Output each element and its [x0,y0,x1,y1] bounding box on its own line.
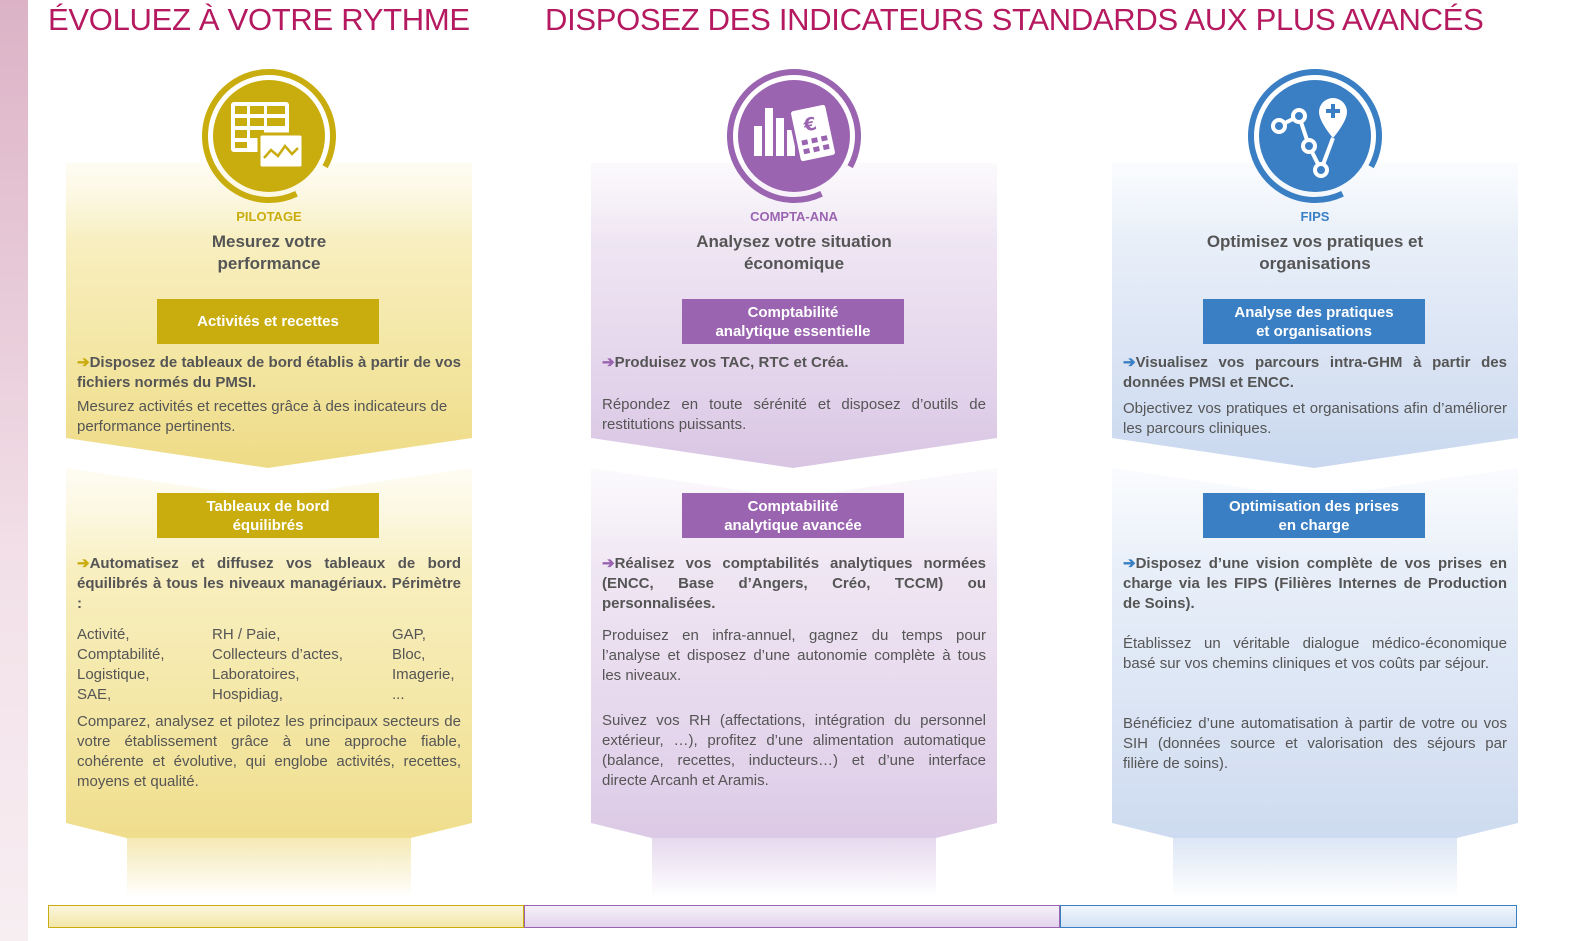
svg-text:€: € [801,113,819,137]
compta-tagline: Analysez votre situation économique [696,232,892,273]
left-accent-bar [0,0,28,941]
bottom-bar-fips [1060,905,1517,928]
compta-s1-text: Répondez en toute sérénité et disposez d’outils de restitutions puissants. [602,396,986,433]
bottom-bar-pilotage [48,905,524,928]
fips-s2-bold: Disposez d’une vision complète de vos prises en charge via les FIPS (Filières Internes de Production de Soins). [1123,555,1507,612]
pilotage-s2-bold: Automatisez et diffusez vos tableaux de bord équilibrés à tous les niveaux managériaux. Périmètre : [77,555,461,612]
pilotage-tagline: Mesurez votre performance [211,232,327,273]
compta-s2-text2: Suivez vos RH (affectations, intégration du personnel extérieur, …), profitez d’une alimentation automatique (balance, recettes, inducteurs…) et d’une interface directe Arcanh et Aramis. [602,712,986,789]
compta-section2 [602,554,986,614]
compta-brand: COMPTA-ANA [750,209,838,224]
fips-s2-text: Établissez un véritable dialogue médico-économique basé sur vos chemins cliniques et vos coûts par séjour. [1123,635,1507,672]
pilotage-s1-bold: Disposez de tableaux de bord établis à partir de vos fichiers normés du PMSI. [77,354,461,391]
badge-activites-recettes: Activités et recettes [157,299,379,344]
arrow-right-icon: ➔ [77,354,90,371]
bottom-bar-compta [524,905,1060,928]
pilotage-brand: PILOTAGE [236,209,302,224]
pilotage-column: PILOTAGE Mesurez votre performance Activités et recettes ➔Disposez de tableaux de bord établis à partir de vos fichiers normés du PMSI. Mesurez activités et recettes grâce à des indicateurs de performance pertinents. Tableaux de bord équilibrés ➔Automatisez et diffusez vos tableaux de bord équilibrés à tous les niveaux managériaux. Périmètre : Activité, Comptabilité, Logistique, SAE, RH / Paie, Collecteurs d’actes, Laboratoires, Hospidiag, GAP, Bloc, Imagerie, ... Comparez, analysez et pilotez les principaux secteurs de votre établissement grâce à une approche fiable, cohérente et évolutive, qui englobe activités, recettes, moyens et qualité. [66,68,472,898]
badge-compta-avancee: Comptabilité analytique avancée [682,493,904,538]
fips-section1 [1123,353,1507,393]
fips-brand: FIPS [1300,209,1330,224]
compta-s2-text: Produisez en infra-annuel, gagnez du temps pour l’analyse et disposez d’une autonomie complète à tous les niveaux. [602,627,986,684]
compta-s2-bold: Réalisez vos comptabilités analytiques normées (ENCC, Base d’Angers, Créo, TCCM) ou personnalisées. [602,555,986,612]
pilotage-s1-text: Mesurez activités et recettes grâce à des indicateurs de performance pertinents. [77,398,448,435]
compta-column [591,68,997,898]
fips-tagline: Optimisez vos pratiques et organisations [1206,232,1424,273]
care-pathway-map-pin-icon [1247,68,1383,204]
compta-s1-bold: Produisez vos TAC, RTC et Créa. [614,354,849,371]
fips-section2 [1123,554,1507,614]
fips-s1-bold: Visualisez vos parcours intra-GHM à partir des données PMSI et ENCC. [1123,354,1507,391]
pilotage-s2-text: Comparez, analysez et pilotez les principaux secteurs de votre établissement grâce à une approche fiable, cohérente et évolutive, qui englobe activités, recettes, moyens et qualité. [77,713,461,790]
fips-column [1112,68,1518,898]
pilotage-section2 [77,554,461,614]
arrow-right-icon: ➔ [1123,354,1136,371]
badge-tableaux-de-bord: Tableaux de bord équilibrés [157,493,379,538]
arrow-right-icon: ➔ [77,555,90,572]
pilotage-section1 [77,353,461,393]
arrow-right-icon: ➔ [1123,555,1136,572]
arrow-right-icon: ➔ [602,555,615,572]
title-indicators: DISPOSEZ DES INDICATEURS STANDARDS AUX PLUS AVANCÉS [545,2,1484,37]
title-evolve: ÉVOLUEZ À VOTRE RYTHME [48,2,470,37]
fips-s2-text2: Bénéficiez d’une automatisation à partir de votre ou vos SIH (données source et valorisation des séjours par filière de soins). [1123,715,1507,772]
spreadsheet-chart-icon [201,68,337,204]
compta-section1 [602,353,986,373]
badge-optimisation-prises: Optimisation des prises en charge [1203,493,1425,538]
arrow-right-icon: ➔ [602,354,615,371]
badge-compta-essentielle: Comptabilité analytique essentielle [682,299,904,344]
fips-s1-text: Objectivez vos pratiques et organisations afin d’améliorer les parcours cliniques. [1123,400,1507,437]
badge-analyse-pratiques: Analyse des pratiques et organisations [1203,299,1425,344]
bar-chart-calculator-euro-icon [726,68,862,204]
